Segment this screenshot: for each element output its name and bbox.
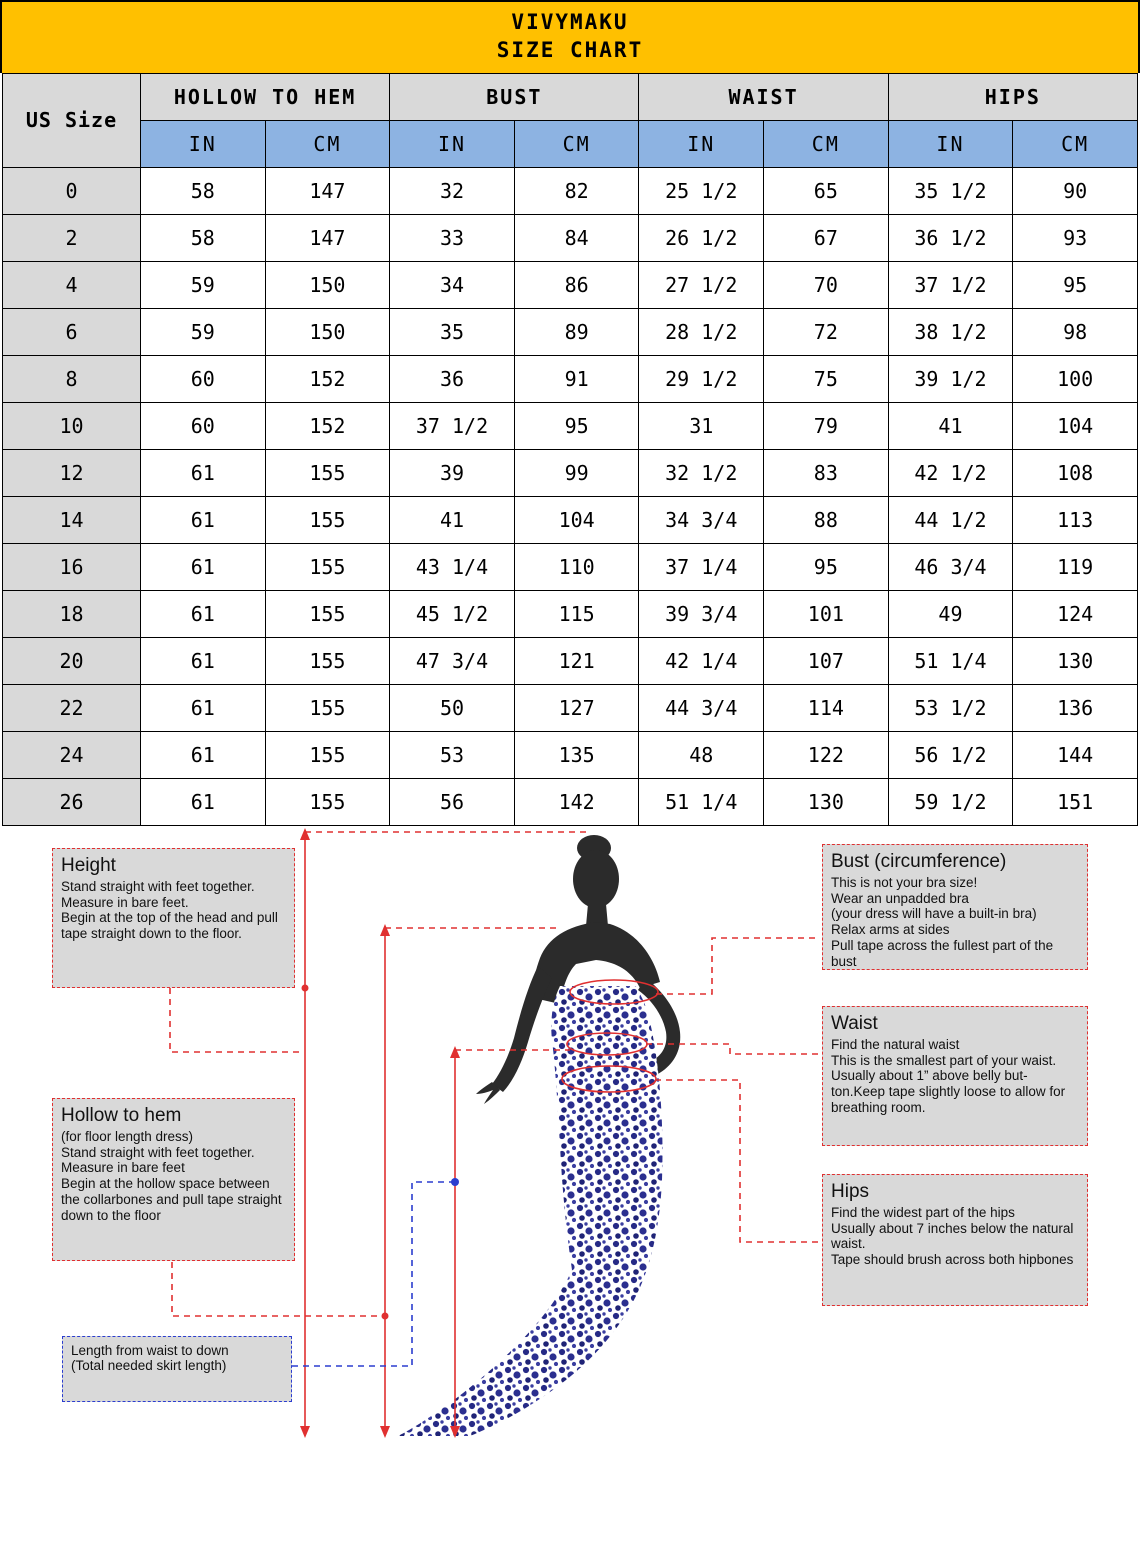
cell-measure: 95 <box>514 402 639 449</box>
table-head <box>3 73 1138 167</box>
table-row <box>3 590 1138 637</box>
table-row <box>3 167 1138 214</box>
cell-measure: 37 1/4 <box>639 543 764 590</box>
cell-measure: 61 <box>140 731 265 778</box>
cell-measure: 58 <box>140 167 265 214</box>
chart-header <box>0 0 1140 73</box>
cell-measure: 32 1/2 <box>639 449 764 496</box>
cell-measure: 95 <box>1013 261 1138 308</box>
cell-measure: 101 <box>764 590 889 637</box>
header-group-hips: HIPS <box>888 73 1137 120</box>
cell-measure: 152 <box>265 355 390 402</box>
cell-measure: 70 <box>764 261 889 308</box>
table-row <box>3 214 1138 261</box>
cell-measure: 35 <box>390 308 515 355</box>
note-hollow-title: Hollow to hem <box>61 1104 182 1126</box>
cell-measure: 35 1/2 <box>888 167 1013 214</box>
cell-measure: 56 1/2 <box>888 731 1013 778</box>
cell-measure: 36 <box>390 355 515 402</box>
table-row <box>3 496 1138 543</box>
cell-measure: 44 1/2 <box>888 496 1013 543</box>
note-skirt-body: Length from waist to down (Total needed skirt length) <box>71 1342 229 1374</box>
unit-header-row <box>3 120 1138 167</box>
cell-measure: 104 <box>1013 402 1138 449</box>
cell-measure: 122 <box>764 731 889 778</box>
cell-measure: 83 <box>764 449 889 496</box>
cell-measure: 37 1/2 <box>888 261 1013 308</box>
cell-measure: 59 <box>140 308 265 355</box>
note-bust-body: This is not your bra size! Wear an unpadded bra (your dress will have a built-in bra) Relax arms at sides Pull tape across the fullest part of the bust <box>831 874 1054 969</box>
group-header-row <box>3 73 1138 120</box>
cell-measure: 32 <box>390 167 515 214</box>
header-group-waist: WAIST <box>639 73 888 120</box>
table-row <box>3 637 1138 684</box>
note-hollow-body: (for floor length dress) Stand straight with feet together. Measure in bare feet Begin at the hollow space between the collarbones and pull tape straight down to the floor <box>61 1128 282 1223</box>
cell-us-size: 14 <box>3 496 141 543</box>
cell-measure: 61 <box>140 496 265 543</box>
cell-measure: 144 <box>1013 731 1138 778</box>
note-hips-body: Find the widest part of the hips Usually about 7 inches below the natural waist. Tape should brush across both hipbones <box>831 1204 1074 1268</box>
note-height <box>52 848 295 988</box>
cell-measure: 61 <box>140 637 265 684</box>
cell-us-size: 0 <box>3 167 141 214</box>
cell-measure: 88 <box>764 496 889 543</box>
cell-measure: 127 <box>514 684 639 731</box>
cell-measure: 93 <box>1013 214 1138 261</box>
note-waist-body: Find the natural waist This is the smallest part of your waist. Usually about 1” above belly but-ton.Keep tape slightly loose to allow for breathing room. <box>831 1036 1066 1116</box>
cell-measure: 124 <box>1013 590 1138 637</box>
cell-measure: 59 1/2 <box>888 778 1013 825</box>
note-bust <box>822 844 1088 970</box>
cell-measure: 61 <box>140 778 265 825</box>
note-skirt-length <box>62 1336 292 1402</box>
table-row <box>3 543 1138 590</box>
header-unit-in: IN <box>140 120 265 167</box>
cell-measure: 29 1/2 <box>639 355 764 402</box>
header-unit-in: IN <box>639 120 764 167</box>
cell-measure: 53 <box>390 731 515 778</box>
cell-measure: 43 1/4 <box>390 543 515 590</box>
table-row <box>3 449 1138 496</box>
cell-measure: 50 <box>390 684 515 731</box>
cell-us-size: 16 <box>3 543 141 590</box>
cell-measure: 150 <box>265 308 390 355</box>
note-hips <box>822 1174 1088 1306</box>
note-height-title: Height <box>61 854 116 876</box>
brand-name: VIVYMAKU <box>511 10 629 34</box>
cell-measure: 67 <box>764 214 889 261</box>
cell-measure: 61 <box>140 543 265 590</box>
header-us-size: US Size <box>3 73 141 167</box>
note-bust-title: Bust (circumference) <box>831 850 1007 872</box>
cell-measure: 152 <box>265 402 390 449</box>
cell-measure: 142 <box>514 778 639 825</box>
cell-measure: 25 1/2 <box>639 167 764 214</box>
cell-measure: 91 <box>514 355 639 402</box>
cell-measure: 39 3/4 <box>639 590 764 637</box>
cell-measure: 84 <box>514 214 639 261</box>
cell-measure: 51 1/4 <box>639 778 764 825</box>
cell-us-size: 24 <box>3 731 141 778</box>
cell-measure: 75 <box>764 355 889 402</box>
cell-measure: 113 <box>1013 496 1138 543</box>
cell-us-size: 8 <box>3 355 141 402</box>
cell-measure: 155 <box>265 496 390 543</box>
cell-measure: 155 <box>265 590 390 637</box>
cell-measure: 89 <box>514 308 639 355</box>
header-group-hollow-to-hem: HOLLOW TO HEM <box>140 73 389 120</box>
cell-measure: 47 3/4 <box>390 637 515 684</box>
cell-measure: 33 <box>390 214 515 261</box>
cell-measure: 150 <box>265 261 390 308</box>
cell-measure: 60 <box>140 402 265 449</box>
page-title: SIZE CHART <box>496 38 644 63</box>
cell-us-size: 12 <box>3 449 141 496</box>
cell-us-size: 6 <box>3 308 141 355</box>
cell-measure: 99 <box>514 449 639 496</box>
note-waist <box>822 1006 1088 1146</box>
cell-measure: 34 <box>390 261 515 308</box>
cell-measure: 42 1/2 <box>888 449 1013 496</box>
size-table <box>2 73 1138 826</box>
cell-measure: 155 <box>265 731 390 778</box>
cell-measure: 155 <box>265 684 390 731</box>
table-row <box>3 731 1138 778</box>
cell-us-size: 18 <box>3 590 141 637</box>
cell-measure: 90 <box>1013 167 1138 214</box>
cell-measure: 130 <box>1013 637 1138 684</box>
note-hollow-to-hem <box>52 1098 295 1261</box>
cell-measure: 46 3/4 <box>888 543 1013 590</box>
header-unit-cm: CM <box>514 120 639 167</box>
cell-measure: 79 <box>764 402 889 449</box>
cell-measure: 60 <box>140 355 265 402</box>
cell-us-size: 22 <box>3 684 141 731</box>
cell-measure: 48 <box>639 731 764 778</box>
cell-measure: 27 1/2 <box>639 261 764 308</box>
skirt-length-guide <box>292 1178 459 1366</box>
cell-measure: 39 1/2 <box>888 355 1013 402</box>
cell-measure: 31 <box>639 402 764 449</box>
cell-measure: 86 <box>514 261 639 308</box>
table-row <box>3 778 1138 825</box>
cell-measure: 65 <box>764 167 889 214</box>
note-hips-title: Hips <box>831 1180 870 1202</box>
cell-measure: 51 1/4 <box>888 637 1013 684</box>
cell-measure: 104 <box>514 496 639 543</box>
cell-measure: 108 <box>1013 449 1138 496</box>
cell-measure: 41 <box>888 402 1013 449</box>
table-row <box>3 355 1138 402</box>
cell-measure: 136 <box>1013 684 1138 731</box>
cell-measure: 155 <box>265 637 390 684</box>
table-row <box>3 261 1138 308</box>
cell-measure: 53 1/2 <box>888 684 1013 731</box>
cell-measure: 42 1/4 <box>639 637 764 684</box>
cell-measure: 147 <box>265 167 390 214</box>
cell-measure: 114 <box>764 684 889 731</box>
measurement-diagram <box>0 826 1140 1440</box>
cell-measure: 110 <box>514 543 639 590</box>
cell-measure: 98 <box>1013 308 1138 355</box>
cell-measure: 44 3/4 <box>639 684 764 731</box>
cell-measure: 26 1/2 <box>639 214 764 261</box>
cell-measure: 39 <box>390 449 515 496</box>
note-height-body: Stand straight with feet together. Measure in bare feet. Begin at the top of the head and pull tape straight down to the floor. <box>61 878 278 942</box>
cell-measure: 37 1/2 <box>390 402 515 449</box>
cell-measure: 72 <box>764 308 889 355</box>
cell-measure: 130 <box>764 778 889 825</box>
cell-us-size: 10 <box>3 402 141 449</box>
cell-measure: 61 <box>140 684 265 731</box>
cell-measure: 59 <box>140 261 265 308</box>
table-row <box>3 308 1138 355</box>
table-body <box>3 167 1138 825</box>
header-unit-cm: CM <box>1013 120 1138 167</box>
cell-measure: 95 <box>764 543 889 590</box>
cell-measure: 135 <box>514 731 639 778</box>
cell-us-size: 2 <box>3 214 141 261</box>
cell-measure: 119 <box>1013 543 1138 590</box>
cell-us-size: 20 <box>3 637 141 684</box>
note-waist-title: Waist <box>831 1012 878 1034</box>
cell-measure: 155 <box>265 449 390 496</box>
header-unit-cm: CM <box>265 120 390 167</box>
table-row <box>3 402 1138 449</box>
cell-measure: 82 <box>514 167 639 214</box>
dress-silhouette <box>380 976 680 1440</box>
cell-measure: 56 <box>390 778 515 825</box>
cell-measure: 28 1/2 <box>639 308 764 355</box>
cell-measure: 100 <box>1013 355 1138 402</box>
cell-measure: 38 1/2 <box>888 308 1013 355</box>
cell-measure: 34 3/4 <box>639 496 764 543</box>
header-group-bust: BUST <box>390 73 639 120</box>
cell-measure: 155 <box>265 543 390 590</box>
cell-measure: 45 1/2 <box>390 590 515 637</box>
cell-measure: 121 <box>514 637 639 684</box>
cell-us-size: 4 <box>3 261 141 308</box>
cell-measure: 58 <box>140 214 265 261</box>
cell-measure: 49 <box>888 590 1013 637</box>
header-unit-cm: CM <box>764 120 889 167</box>
table-row <box>3 684 1138 731</box>
cell-measure: 147 <box>265 214 390 261</box>
header-unit-in: IN <box>390 120 515 167</box>
cell-measure: 151 <box>1013 778 1138 825</box>
cell-measure: 115 <box>514 590 639 637</box>
cell-measure: 36 1/2 <box>888 214 1013 261</box>
cell-measure: 155 <box>265 778 390 825</box>
cell-measure: 61 <box>140 590 265 637</box>
cell-measure: 41 <box>390 496 515 543</box>
cell-measure: 61 <box>140 449 265 496</box>
header-unit-in: IN <box>888 120 1013 167</box>
cell-us-size: 26 <box>3 778 141 825</box>
cell-measure: 107 <box>764 637 889 684</box>
